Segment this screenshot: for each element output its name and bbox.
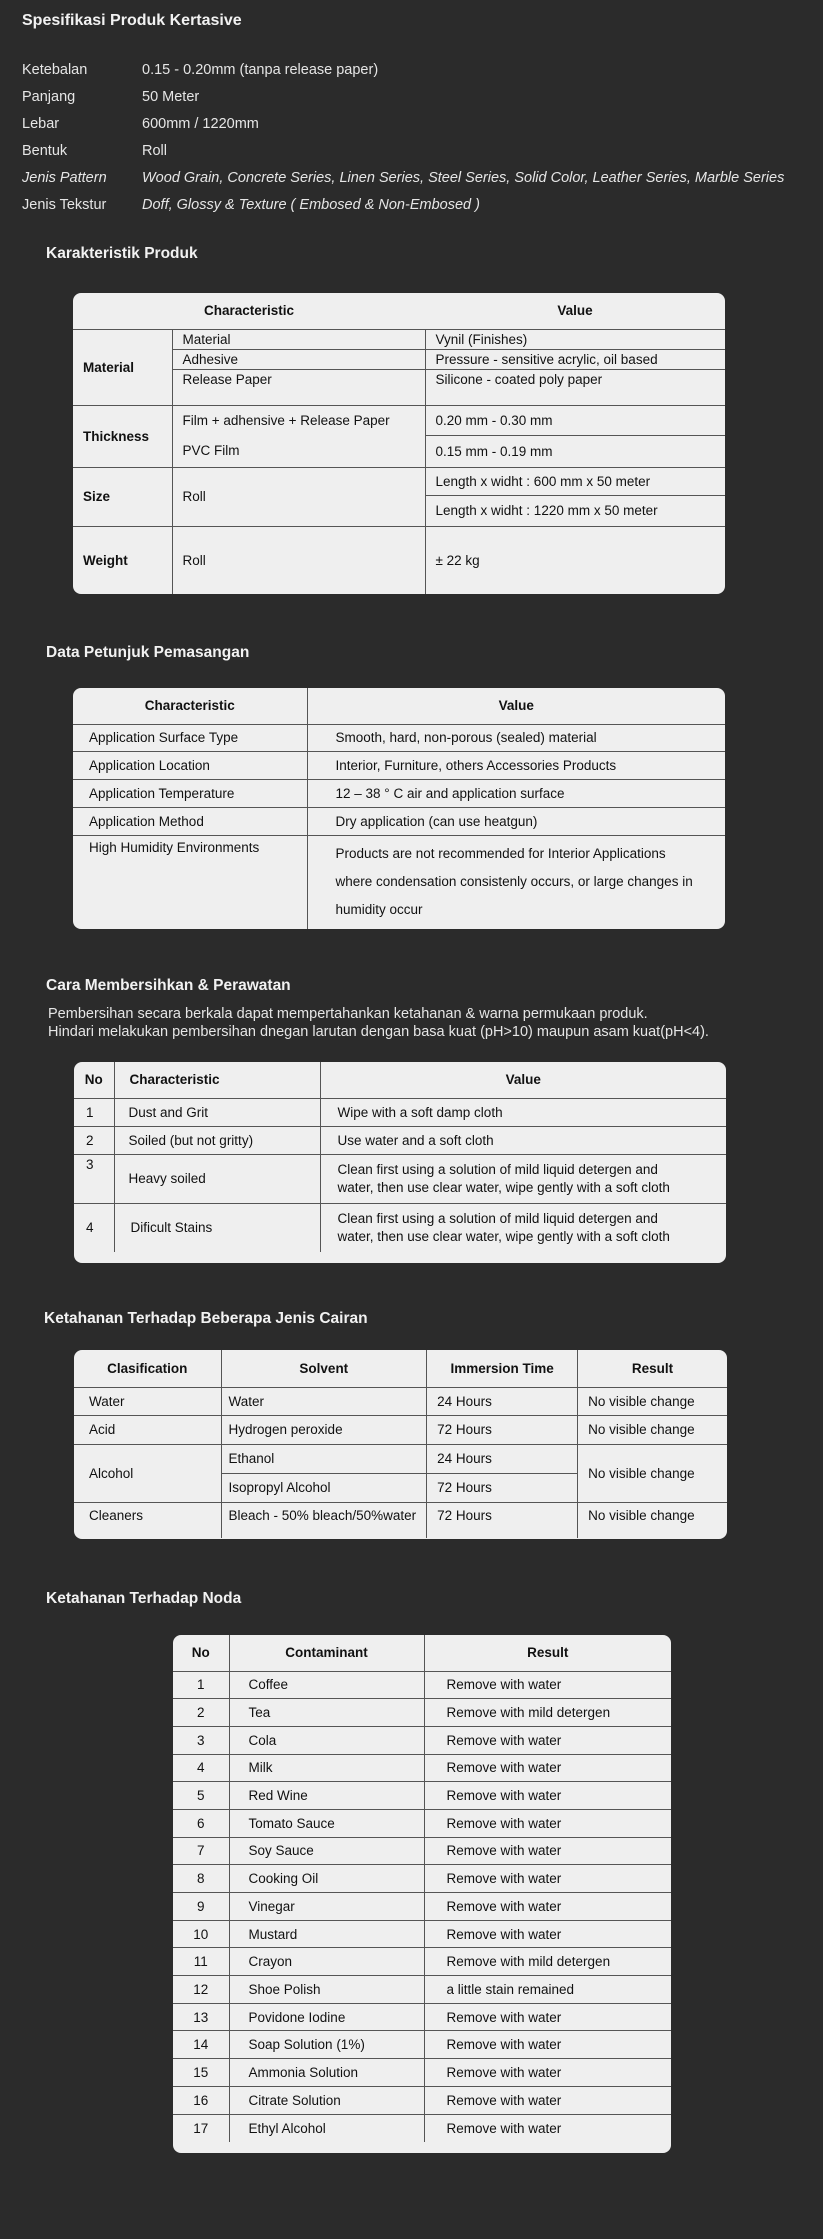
header-no: No	[173, 1635, 229, 1671]
noda-row	[173, 1920, 671, 1948]
row-number: 5	[173, 1782, 229, 1810]
row-number: 7	[173, 1837, 229, 1865]
contaminant-cell: Coffee	[229, 1671, 424, 1699]
row-number: 3	[173, 1726, 229, 1754]
char-cell: Soiled (but not gritty)	[114, 1126, 320, 1154]
description-line: Pembersihan secara berkala dapat mempertahankan ketahanan & warna permukaan produk.	[48, 1006, 648, 1022]
clasification-cell: Acid	[74, 1415, 221, 1444]
value-cell: 0.20 mm - 0.30 mm	[425, 405, 725, 435]
solvent-cell: Ethanol	[221, 1444, 427, 1473]
row-number: 4	[173, 1754, 229, 1782]
pemasangan-table-card	[73, 688, 725, 929]
spec-label: Bentuk	[22, 143, 68, 159]
contaminant-cell: Citrate Solution	[229, 2086, 424, 2114]
header-immersion-time: Immersion Time	[427, 1350, 578, 1387]
contaminant-cell: Shoe Polish	[229, 1976, 424, 2004]
result-cell: No visible change	[588, 1507, 695, 1523]
time-cell: 24 Hours	[427, 1387, 578, 1415]
row-number: 10	[173, 1920, 229, 1948]
result-cell: Remove with water	[446, 2092, 562, 2108]
contaminant-cell: Soy Sauce	[229, 1837, 424, 1865]
spec-row-pattern	[22, 165, 784, 192]
result-cell: a little stain remained	[446, 1981, 575, 1997]
char-cell: Application Location	[73, 751, 307, 779]
char-cell: Film + adhensive + Release Paper	[172, 405, 425, 435]
noda-row	[173, 1865, 671, 1893]
value-line: where condensation consistenly occurs, or large changes in	[335, 873, 693, 889]
spec-row-ketebalan	[22, 57, 784, 84]
header-characteristic: Characteristic	[73, 688, 307, 724]
pemasangan-table	[73, 688, 725, 929]
row-number: 1	[173, 1671, 229, 1699]
result-cell: Remove with water	[446, 1898, 562, 1914]
header-result: Result	[527, 1645, 569, 1661]
row-number: 4	[74, 1203, 114, 1252]
spec-label: Jenis Pattern	[22, 170, 107, 186]
group-thickness: Thickness	[73, 405, 172, 467]
noda-row	[173, 1782, 671, 1810]
noda-table	[173, 1635, 671, 2142]
result-cell: Remove with water	[446, 2120, 562, 2136]
row-number: 2	[74, 1126, 114, 1154]
karakteristik-table-card	[73, 293, 725, 594]
spec-value: 50 Meter	[142, 89, 200, 105]
spec-value: 600mm / 1220mm	[142, 116, 259, 132]
contaminant-cell: Ammonia Solution	[229, 2059, 424, 2087]
clasification-cell: Water	[74, 1387, 221, 1415]
contaminant-cell: Milk	[229, 1754, 424, 1782]
char-cell: Release Paper	[172, 369, 425, 405]
noda-row	[173, 1754, 671, 1782]
result-cell: Remove with water	[446, 1732, 562, 1748]
spec-row-panjang	[22, 84, 784, 111]
contaminant-cell: Red Wine	[229, 1782, 424, 1810]
solvent-cell: Water	[221, 1387, 427, 1415]
header-value: Value	[505, 1072, 541, 1088]
result-cell: Remove with water	[446, 1815, 562, 1831]
noda-row	[173, 2003, 671, 2031]
result-cell: Remove with water	[446, 2037, 562, 2053]
result-cell: No visible change	[588, 1393, 695, 1409]
noda-row	[173, 1948, 671, 1976]
row-number: 1	[74, 1098, 114, 1126]
result-cell: Remove with water	[446, 1926, 562, 1942]
result-cell: Remove with water	[446, 1677, 562, 1693]
value-cell: Smooth, hard, non-porous (sealed) material	[335, 730, 597, 745]
value-cell	[320, 1154, 726, 1203]
result-cell: Remove with water	[446, 2009, 562, 2025]
char-cell: Material	[172, 329, 425, 349]
row-number: 2	[173, 1699, 229, 1727]
char-cell: Application Surface Type	[73, 724, 307, 751]
row-number: 12	[173, 1976, 229, 2004]
char-cell: Dust and Grit	[114, 1098, 320, 1126]
value-cell: Length x widht : 1220 mm x 50 meter	[435, 502, 658, 518]
size-values	[425, 467, 725, 526]
row-number: 6	[173, 1809, 229, 1837]
cairan-table-card	[74, 1350, 727, 1539]
char-cell: High Humidity Environments	[73, 835, 307, 929]
value-line: Clean first using a solution of mild liquid detergen and	[337, 1210, 658, 1226]
header-characteristic: Characteristic	[114, 1062, 320, 1098]
group-size: Size	[73, 467, 172, 526]
value-cell	[307, 835, 725, 929]
section-title-pemasangan: Data Petunjuk Pemasangan	[46, 644, 250, 661]
page-title: Spesifikasi Produk Kertasive	[22, 12, 242, 29]
section-title-cairan: Ketahanan Terhadap Beberapa Jenis Cairan	[44, 1310, 368, 1327]
row-number: 9	[173, 1893, 229, 1921]
contaminant-cell: Ethyl Alcohol	[229, 2114, 424, 2142]
value-cell: Vynil (Finishes)	[425, 329, 725, 349]
value-cell: Length x widht : 600 mm x 50 meter	[426, 468, 726, 496]
spec-label: Lebar	[22, 116, 60, 132]
result-cell: Remove with water	[446, 2064, 562, 2080]
value-cell: Interior, Furniture, others Accessories Products	[335, 757, 617, 773]
solvent-cell: Bleach - 50% bleach/50%water	[221, 1502, 427, 1538]
cairan-table	[74, 1350, 727, 1538]
spec-label: Panjang	[22, 89, 76, 105]
solvent-cell: Isopropyl Alcohol	[221, 1473, 427, 1502]
char-cell: Application Temperature	[73, 779, 307, 807]
clasification-cell: Cleaners	[74, 1502, 221, 1538]
char-cell: Roll	[172, 526, 425, 594]
contaminant-cell: Cola	[229, 1726, 424, 1754]
row-number: 13	[173, 2003, 229, 2031]
value-cell: 12 – 38 ° C air and application surface	[335, 785, 565, 801]
noda-row	[173, 1837, 671, 1865]
row-number: 11	[173, 1948, 229, 1976]
solvent-cell: Hydrogen peroxide	[221, 1415, 427, 1444]
noda-row	[173, 1699, 671, 1727]
value-cell: Wipe with a soft damp cloth	[337, 1104, 503, 1120]
value-line: water, then use clear water, wipe gently with a soft cloth	[337, 1179, 670, 1195]
header-value: Value	[498, 698, 534, 714]
value-line: Products are not recommended for Interior Applications	[335, 845, 666, 861]
section-title-noda: Ketahanan Terhadap Noda	[46, 1590, 242, 1607]
noda-row	[173, 1809, 671, 1837]
row-number: 15	[173, 2059, 229, 2087]
contaminant-cell: Cooking Oil	[229, 1865, 424, 1893]
spec-row-bentuk	[22, 138, 784, 165]
row-number: 16	[173, 2086, 229, 2114]
noda-row	[173, 1726, 671, 1754]
spec-value: Roll	[142, 143, 167, 159]
spec-list	[22, 57, 784, 219]
value-cell	[320, 1203, 726, 1252]
section-title-perawatan: Cara Membersihkan & Perawatan	[46, 977, 291, 994]
contaminant-cell: Soap Solution (1%)	[229, 2031, 424, 2059]
value-cell: 0.15 mm - 0.19 mm	[425, 435, 725, 467]
header-no: No	[74, 1062, 114, 1098]
value-cell: Pressure - sensitive acrylic, oil based	[425, 349, 725, 369]
char-cell: Heavy soiled	[114, 1154, 320, 1203]
header-value: Value	[557, 303, 593, 319]
clasification-cell: Alcohol	[74, 1444, 221, 1502]
header-solvent: Solvent	[221, 1350, 427, 1387]
header-contaminant: Contaminant	[229, 1635, 424, 1671]
row-number: 8	[173, 1865, 229, 1893]
karakteristik-table	[73, 293, 725, 594]
value-line: water, then use clear water, wipe gently with a soft cloth	[337, 1228, 670, 1244]
result-cell: No visible change	[578, 1444, 727, 1502]
header-clasification: Clasification	[74, 1350, 221, 1387]
value-cell: Silicone - coated poly paper	[425, 369, 725, 405]
group-weight: Weight	[73, 526, 172, 594]
spec-value: Doff, Glossy & Texture ( Embosed & Non-Embosed )	[142, 197, 480, 213]
row-number: 3	[74, 1154, 114, 1203]
value-cell: Use water and a soft cloth	[337, 1132, 494, 1148]
spec-value: Wood Grain, Concrete Series, Linen Series, Steel Series, Solid Color, Leather Series, Marble Series	[142, 170, 785, 186]
time-cell: 72 Hours	[427, 1502, 578, 1538]
result-cell: Remove with water	[446, 1871, 562, 1887]
header-characteristic: Characteristic	[203, 303, 295, 319]
result-cell: Remove with mild detergen	[446, 1954, 611, 1970]
spec-label: Jenis Tekstur	[22, 197, 107, 213]
value-cell: Dry application (can use heatgun)	[335, 813, 538, 829]
section-title-karakteristik: Karakteristik Produk	[46, 245, 198, 262]
header-result: Result	[631, 1360, 674, 1376]
noda-row	[173, 1976, 671, 2004]
noda-row	[173, 2031, 671, 2059]
char-cell: Dificult Stains	[114, 1203, 320, 1252]
contaminant-cell: Crayon	[229, 1948, 424, 1976]
spec-row-lebar	[22, 111, 784, 138]
value-line: Clean first using a solution of mild liquid detergen and	[337, 1161, 658, 1177]
row-number: 14	[173, 2031, 229, 2059]
time-cell: 24 Hours	[427, 1444, 578, 1473]
spec-label: Ketebalan	[22, 62, 88, 78]
contaminant-cell: Tomato Sauce	[229, 1809, 424, 1837]
perawatan-table	[74, 1062, 726, 1252]
contaminant-cell: Tea	[229, 1699, 424, 1727]
noda-row	[173, 1671, 671, 1699]
contaminant-cell: Povidone Iodine	[229, 2003, 424, 2031]
perawatan-table-card	[74, 1062, 726, 1263]
result-cell: Remove with water	[446, 1843, 562, 1859]
result-cell: Remove with water	[446, 1760, 562, 1776]
char-cell: PVC Film	[172, 435, 425, 467]
time-cell: 72 Hours	[427, 1415, 578, 1444]
contaminant-cell: Vinegar	[229, 1893, 424, 1921]
group-material: Material	[73, 329, 172, 405]
char-cell: Adhesive	[172, 349, 425, 369]
noda-row	[173, 2086, 671, 2114]
noda-rows	[173, 1671, 671, 2142]
noda-table-card	[173, 1635, 671, 2153]
result-cell: Remove with mild detergen	[446, 1705, 611, 1721]
value-line: humidity occur	[335, 901, 423, 917]
noda-row	[173, 2114, 671, 2142]
noda-row	[173, 1893, 671, 1921]
description-line: Hindari melakukan pembersihan dnegan larutan dengan basa kuat (pH>10) maupun asam kuat(pH<4).	[48, 1024, 709, 1040]
noda-row	[173, 2059, 671, 2087]
result-cell: Remove with water	[446, 1788, 562, 1804]
char-cell: Roll	[172, 467, 425, 526]
char-cell: Application Method	[73, 807, 307, 835]
result-cell: No visible change	[588, 1422, 695, 1437]
value-cell: ± 22 kg	[435, 552, 480, 568]
row-number: 17	[173, 2114, 229, 2142]
contaminant-cell: Mustard	[229, 1920, 424, 1948]
perawatan-description	[48, 1005, 709, 1041]
spec-value: 0.15 - 0.20mm (tanpa release paper)	[142, 62, 379, 78]
time-cell: 72 Hours	[427, 1473, 578, 1502]
spec-row-tekstur	[22, 192, 784, 219]
